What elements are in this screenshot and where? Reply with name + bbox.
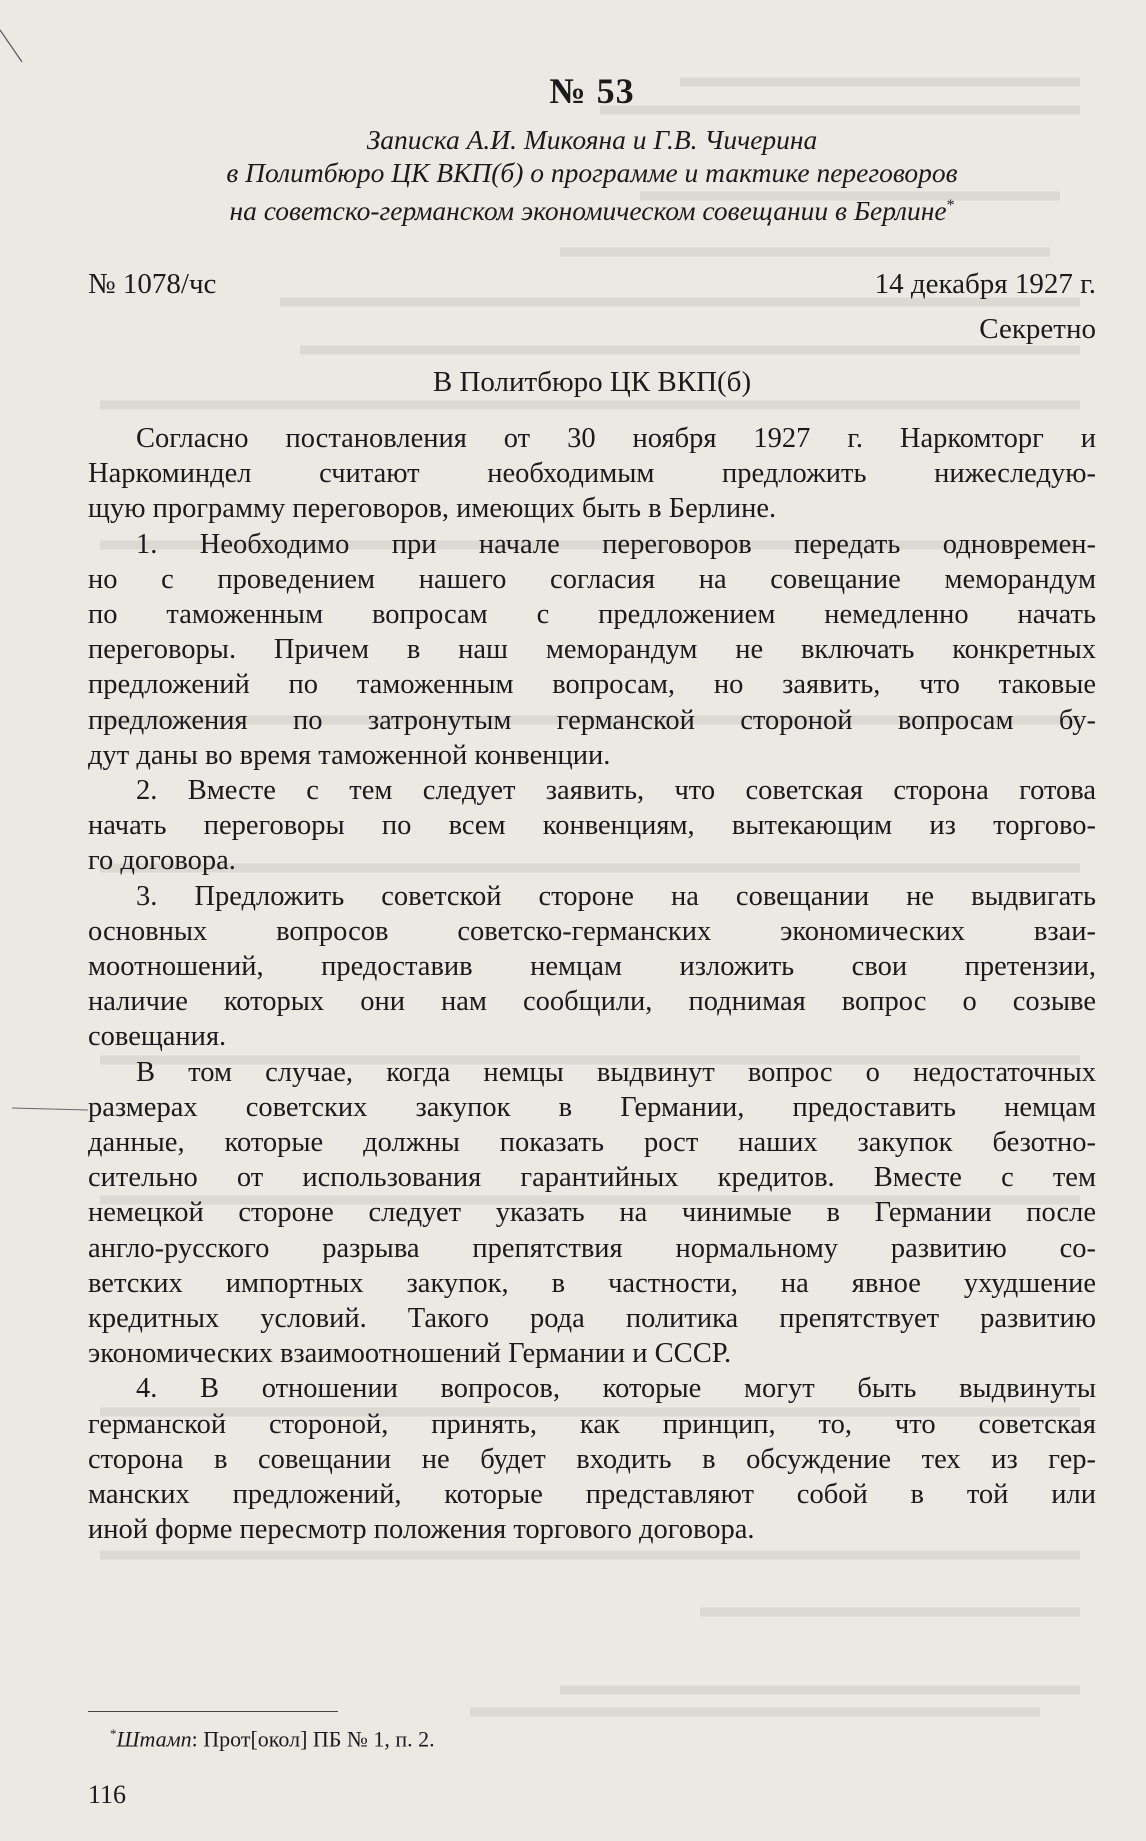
text-line: 3. Предложить советской стороне на совещании не выдвигать — [136, 880, 1096, 912]
heading-footnote-mark: * — [946, 197, 955, 214]
text-line: данные, которые должны показать рост наших закупок безотно- — [88, 1127, 1096, 1159]
paragraph-purchases — [88, 1055, 1096, 1372]
text-line: го договора. — [88, 845, 236, 877]
text-line: немецкой стороне следует указать на чинимые в Германии после — [88, 1197, 1096, 1229]
page-number: 116 — [88, 1780, 127, 1809]
text-line: экономических взаимоотношений Германии и СССР. — [88, 1338, 732, 1370]
text-line: иной форме пересмотр положения торгового договора. — [88, 1514, 755, 1546]
text-line: моотношений, предоставив немцам изложить свои претензии, — [88, 951, 1096, 983]
text-line: 1. Необходимо при начале переговоров передать одновремен- — [136, 528, 1096, 560]
text-line: предложения по затронутым германской стороной вопросам бу- — [88, 704, 1096, 736]
text-line: дут даны во время таможенной конвенции. — [88, 739, 611, 771]
text-line: 4. В отношении вопросов, которые могут быть выдвинуты — [136, 1373, 1096, 1405]
text-line: щую программу переговоров, имеющих быть в Берлине. — [88, 493, 777, 525]
paragraph-item-1 — [88, 527, 1096, 773]
text-line: англо-русского разрыва препятствия нормальному развитию со- — [88, 1232, 1096, 1264]
text-line: германской стороной, принять, как принцип, то, что советская — [88, 1408, 1096, 1440]
text-line: В том случае, когда немцы выдвинут вопрос о недостаточных — [136, 1056, 1096, 1088]
text-line: 2. Вместе с тем следует заявить, что советская сторона готова — [136, 775, 1096, 807]
text-line: начать переговоры по всем конвенциям, вытекающим из торгово- — [88, 810, 1096, 842]
document-number: № 53 — [549, 71, 635, 111]
text-line: сторона в совещании не будет входить в обсуждение тех из гер- — [88, 1443, 1096, 1475]
document-date: 14 декабря 1927 г. — [874, 268, 1096, 300]
text-line: основных вопросов советско-германских экономических взаи- — [88, 915, 1096, 947]
footnote-label: Штамп — [116, 1726, 192, 1752]
text-line: предложений по таможенным вопросам, но заявить, что таковые — [88, 669, 1096, 701]
text-line: кредитных условий. Такого рода политика препятствует развитию — [88, 1303, 1096, 1335]
text-line: Наркоминдел считают необходимым предложить нижеследую- — [88, 458, 1096, 490]
text-line: манских предложений, которые представляют собой в той или — [88, 1479, 1096, 1511]
paragraph-item-2 — [88, 773, 1096, 879]
body-text — [88, 421, 1096, 1548]
registration-number: № 1078/чс — [88, 268, 217, 300]
heading-line-text: на советско-германском экономическом совещании в Берлине — [229, 195, 947, 227]
paragraph-item-3 — [88, 879, 1096, 1055]
text-line: совещания. — [88, 1021, 227, 1053]
scan-margin-line — [12, 1108, 88, 1110]
scan-edge-mark — [0, 30, 22, 62]
heading-line — [88, 189, 1096, 227]
footnote-mark: * — [110, 1726, 117, 1741]
text-line: по таможенным вопросам с предложением немедленно начать — [88, 599, 1096, 631]
text-line: но с проведением нашего согласия на совещание меморандум — [88, 563, 1096, 595]
addressee: В Политбюро ЦК ВКП(б) — [432, 366, 752, 398]
text-line: сительно от использования гарантийных кредитов. Вместе с тем — [88, 1162, 1096, 1194]
secrecy-label: Секретно — [979, 313, 1096, 345]
footnote-divider — [88, 1711, 338, 1712]
paragraph-intro — [88, 421, 1096, 527]
heading-line: Записка А.И. Микояна и Г.В. Чичерина — [366, 124, 818, 155]
text-line: Согласно постановления от 30 ноября 1927 г. Наркомторг и — [136, 423, 1096, 454]
text-line: наличие которых они нам сообщили, поднимая вопрос о созыве — [88, 986, 1096, 1018]
text-line: ветских импортных закупок, в частности, на явное ухудшение — [88, 1267, 1096, 1299]
footnote-text: : Прот[окол] ПБ № 1, п. 2. — [191, 1726, 435, 1752]
document-page — [88, 60, 1096, 1820]
text-line: размерах советских закупок в Германии, предоставить немцам — [88, 1091, 1096, 1123]
heading-line: в Политбюро ЦК ВКП(б) о программе и тактике переговоров — [226, 157, 958, 188]
document-heading — [88, 123, 1096, 227]
footnote — [110, 1720, 435, 1753]
text-line: переговоры. Причем в наш меморандум не включать конкретных — [88, 634, 1096, 666]
paragraph-item-4 — [88, 1371, 1096, 1547]
